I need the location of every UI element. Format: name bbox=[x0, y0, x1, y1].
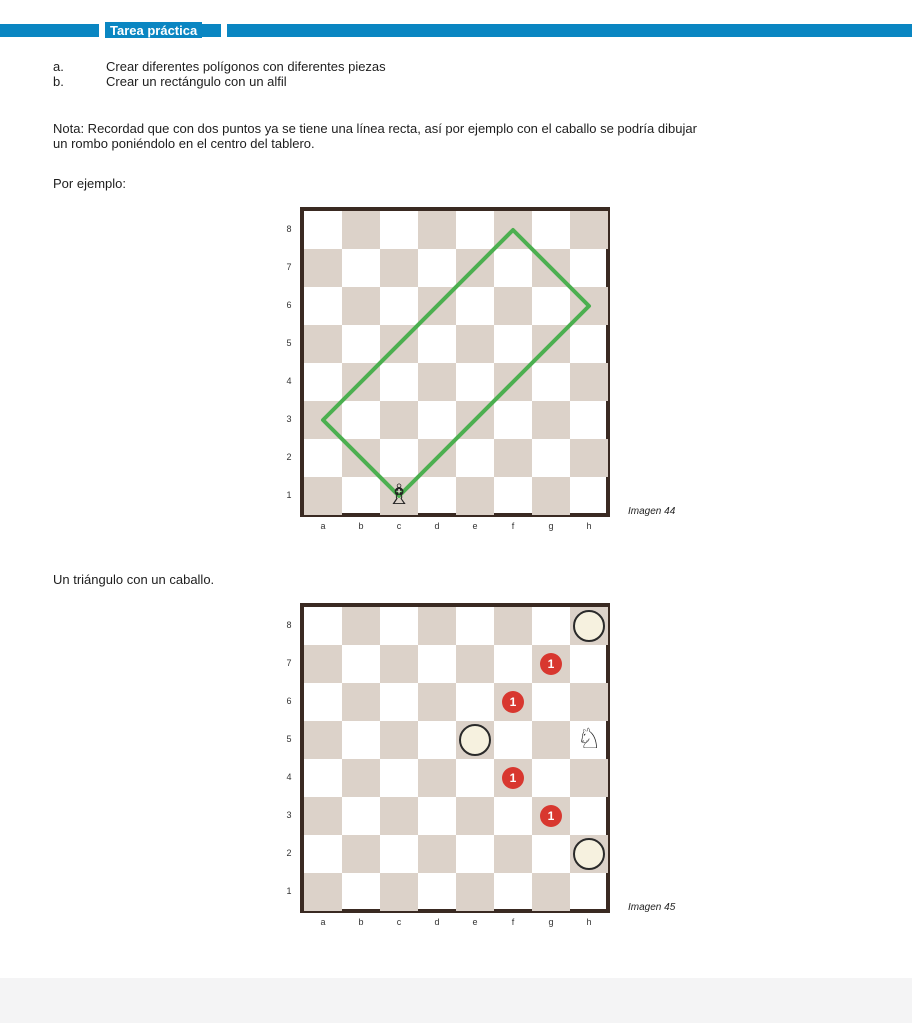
board-square bbox=[532, 759, 570, 797]
rank-label: 1 bbox=[286, 886, 292, 896]
board-square bbox=[380, 607, 418, 645]
vertex-marker-circle bbox=[573, 610, 605, 642]
board-square bbox=[342, 607, 380, 645]
board-square bbox=[380, 797, 418, 835]
board-square bbox=[532, 873, 570, 911]
board2-caption: Imagen 45 bbox=[628, 902, 676, 913]
board-square bbox=[304, 607, 342, 645]
board-square bbox=[304, 797, 342, 835]
file-label: b bbox=[358, 521, 364, 531]
board-square bbox=[342, 721, 380, 759]
board-square bbox=[418, 721, 456, 759]
board-square bbox=[304, 835, 342, 873]
file-label: g bbox=[548, 521, 554, 531]
section-title: Tarea práctica bbox=[105, 22, 202, 38]
board-square bbox=[494, 835, 532, 873]
board-square bbox=[380, 683, 418, 721]
board-square bbox=[570, 873, 608, 911]
board-square bbox=[570, 683, 608, 721]
board-square bbox=[570, 797, 608, 835]
task-b-marker: b. bbox=[53, 74, 64, 89]
file-label: d bbox=[434, 917, 440, 927]
board-square bbox=[456, 759, 494, 797]
board-square bbox=[494, 797, 532, 835]
task-a-marker: a. bbox=[53, 59, 64, 74]
rank-label: 3 bbox=[286, 414, 292, 424]
board-square bbox=[456, 873, 494, 911]
board-square bbox=[494, 645, 532, 683]
triangle-label: Un triángulo con un caballo. bbox=[53, 572, 215, 587]
rank-label: 5 bbox=[286, 734, 292, 744]
board-square bbox=[532, 721, 570, 759]
rank-label: 5 bbox=[286, 338, 292, 348]
bishop-piece-icon: ♗ bbox=[386, 479, 412, 510]
board-square bbox=[342, 645, 380, 683]
file-label: c bbox=[396, 521, 402, 531]
rank-label: 7 bbox=[286, 262, 292, 272]
file-label: g bbox=[548, 917, 554, 927]
board-square bbox=[342, 683, 380, 721]
board-square bbox=[456, 835, 494, 873]
move-marker-red: 1 bbox=[540, 805, 562, 827]
board-square bbox=[342, 835, 380, 873]
rank-label: 2 bbox=[286, 452, 292, 462]
note-line-2: un rombo poniéndolo en el centro del tablero. bbox=[53, 136, 315, 151]
board-square bbox=[380, 835, 418, 873]
move-marker-red: 1 bbox=[502, 691, 524, 713]
rank-label: 6 bbox=[286, 696, 292, 706]
rank-label: 1 bbox=[286, 490, 292, 500]
vertex-marker-circle bbox=[573, 838, 605, 870]
board-square bbox=[570, 645, 608, 683]
board-square bbox=[342, 797, 380, 835]
rank-label: 2 bbox=[286, 848, 292, 858]
board-square bbox=[418, 683, 456, 721]
task-a-text: Crear diferentes polígonos con diferentes piezas bbox=[106, 59, 386, 74]
board-square bbox=[532, 683, 570, 721]
file-label: d bbox=[434, 521, 440, 531]
board-square bbox=[380, 873, 418, 911]
board-square bbox=[380, 721, 418, 759]
file-label: a bbox=[320, 917, 326, 927]
board-square bbox=[418, 759, 456, 797]
board-square bbox=[304, 873, 342, 911]
file-label: e bbox=[472, 521, 478, 531]
board-square bbox=[304, 683, 342, 721]
task-b-text: Crear un rectángulo con un alfil bbox=[106, 74, 287, 89]
example-label: Por ejemplo: bbox=[53, 176, 126, 191]
move-marker-red: 1 bbox=[540, 653, 562, 675]
rank-label: 4 bbox=[286, 376, 292, 386]
board-square bbox=[418, 797, 456, 835]
file-label: h bbox=[586, 521, 592, 531]
rank-label: 6 bbox=[286, 300, 292, 310]
move-marker-red: 1 bbox=[502, 767, 524, 789]
vertex-marker-circle bbox=[459, 724, 491, 756]
rank-label: 8 bbox=[286, 620, 292, 630]
board-square bbox=[494, 607, 532, 645]
file-label: c bbox=[396, 917, 402, 927]
board-grid bbox=[300, 603, 610, 913]
rank-label: 4 bbox=[286, 772, 292, 782]
board-square bbox=[418, 835, 456, 873]
file-label: e bbox=[472, 917, 478, 927]
board-square bbox=[570, 759, 608, 797]
board-square bbox=[380, 759, 418, 797]
file-label: b bbox=[358, 917, 364, 927]
board-square bbox=[304, 759, 342, 797]
board-square bbox=[532, 835, 570, 873]
rank-label: 7 bbox=[286, 658, 292, 668]
board-square bbox=[418, 873, 456, 911]
rank-label: 8 bbox=[286, 224, 292, 234]
green-rectangle-path bbox=[323, 230, 589, 496]
file-label: h bbox=[586, 917, 592, 927]
board-square bbox=[418, 607, 456, 645]
file-label: f bbox=[511, 917, 515, 927]
board-square bbox=[380, 645, 418, 683]
note-line-1: Nota: Recordad que con dos puntos ya se tiene una línea recta, así por ejemplo con el caballo se podría dibujar bbox=[53, 121, 697, 136]
board-square bbox=[456, 683, 494, 721]
board-square bbox=[304, 721, 342, 759]
file-label: a bbox=[320, 521, 326, 531]
board-square bbox=[456, 607, 494, 645]
file-label: f bbox=[511, 521, 515, 531]
board-square bbox=[304, 645, 342, 683]
board-square bbox=[494, 873, 532, 911]
board-square bbox=[456, 797, 494, 835]
board-square bbox=[456, 645, 494, 683]
board-square bbox=[342, 873, 380, 911]
board-square bbox=[494, 721, 532, 759]
board-square bbox=[418, 645, 456, 683]
board-square bbox=[342, 759, 380, 797]
board1-caption: Imagen 44 bbox=[628, 506, 676, 517]
board-square bbox=[532, 607, 570, 645]
rank-label: 3 bbox=[286, 810, 292, 820]
knight-piece-icon: ♘ bbox=[576, 723, 602, 754]
